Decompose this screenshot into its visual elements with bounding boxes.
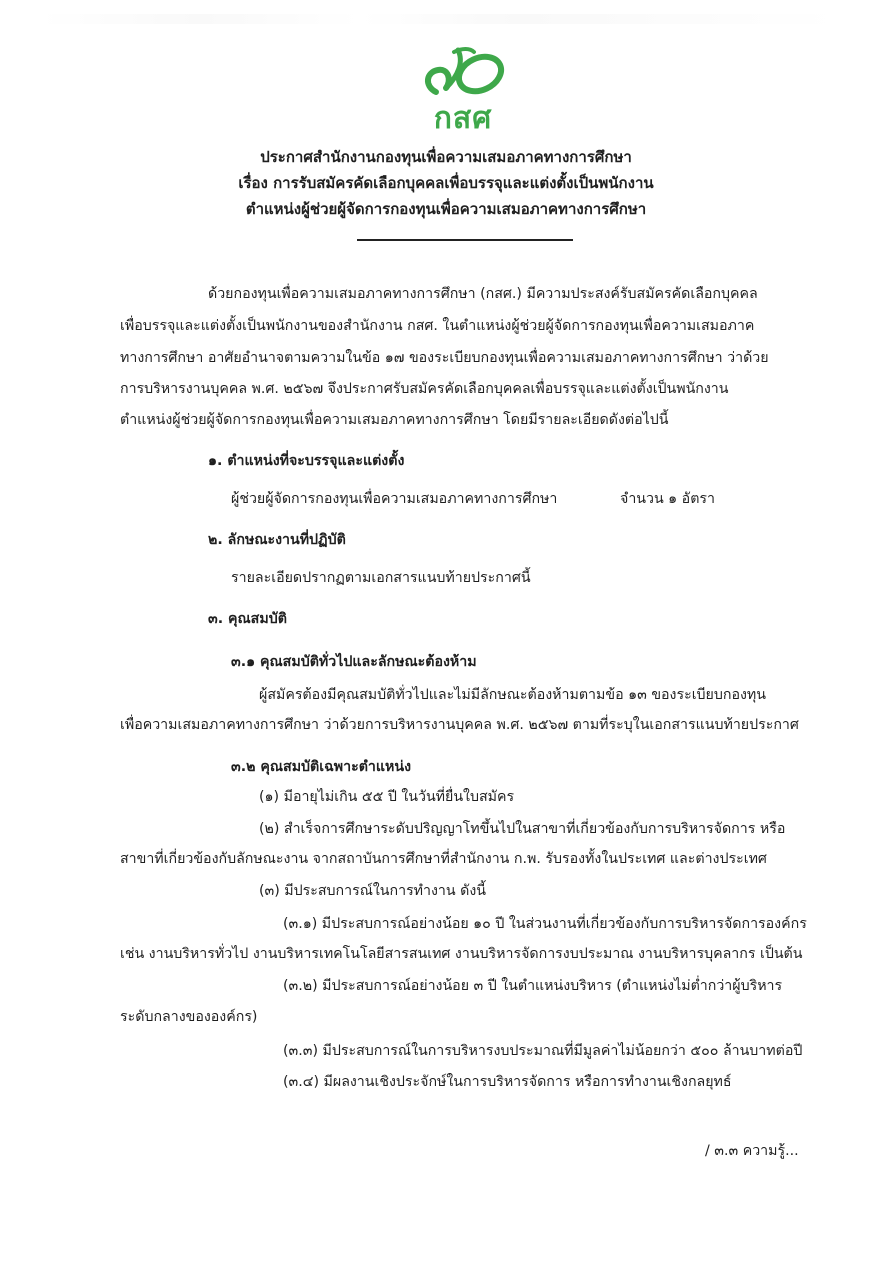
section-3-1-line: ผู้สมัครต้องมีคุณสมบัติทั่วไปและไม่มีลักษณะต้องห้ามตามข้อ ๑๓ ของระเบียบกองทุน <box>259 687 766 703</box>
section-1-heading: ๑. ตำแหน่งที่จะบรรจุและแต่งตั้ง <box>208 453 405 469</box>
section-3-1-line: เพื่อความเสมอภาคทางการศึกษา ว่าด้วยการบริหารงานบุคคล พ.ศ. ๒๕๖๗ ตามที่ระบุในเอกสารแนบท้ายประกาศ <box>120 717 799 733</box>
intro-line: ด้วยกองทุนเพื่อความเสมอภาคทางการศึกษา (กสศ.) มีความประสงค์รับสมัครคัดเลือกบุคคล <box>208 286 758 302</box>
announcement-position: ตำแหน่งผู้ช่วยผู้จัดการกองทุนเพื่อความเสมอภาคทางการศึกษา <box>245 200 647 218</box>
experience-item: ระดับกลางขององค์กร) <box>120 1009 258 1025</box>
logo-wordmark: กสศ <box>433 101 493 136</box>
announcement-subject: เรื่อง การรับสมัครคัดเลือกบุคคลเพื่อบรรจุและแต่งตั้งเป็นพนักงาน <box>238 174 654 192</box>
qualification-item: (๒) สำเร็จการศึกษาระดับปริญญาโทขึ้นไปในสาขาที่เกี่ยวข้องกับการบริหารจัดการ หรือ <box>259 821 786 837</box>
experience-item: (๓.๓) มีประสบการณ์ในการบริหารงบประมาณที่มีมูลค่าไม่น้อยกว่า ๕๐๐ ล้านบาทต่อปี <box>283 1043 803 1059</box>
section-3-2-heading: ๓.๒ คุณสมบัติเฉพาะตำแหน่ง <box>231 759 412 775</box>
qualification-item: สาขาที่เกี่ยวข้องกับลักษณะงาน จากสถาบันการศึกษาที่สำนักงาน ก.พ. รับรองทั้งในประเทศ และต่างประเทศ <box>120 851 767 867</box>
section-2-text: รายละเอียดปรากฏตามเอกสารแนบท้ายประกาศนี้ <box>231 570 531 586</box>
experience-item: (๓.๑) มีประสบการณ์อย่างน้อย ๑๐ ปี ในส่วนงานที่เกี่ยวข้องกับการบริหารจัดการองค์กร <box>283 916 807 932</box>
title-divider <box>357 239 573 241</box>
intro-line: การบริหารงานบุคคล พ.ศ. ๒๕๖๗ จึงประกาศรับสมัครคัดเลือกบุคคลเพื่อบรรจุและแต่งตั้งเป็นพนักงาน <box>120 381 729 397</box>
intro-line: ตำแหน่งผู้ช่วยผู้จัดการกองทุนเพื่อความเสมอภาคทางการศึกษา โดยมีรายละเอียดดังต่อไปนี้ <box>120 412 669 428</box>
intro-line: ทางการศึกษา อาศัยอำนาจตามความในข้อ ๑๗ ของระเบียบกองทุนเพื่อความเสมอภาคทางการศึกษา ว่าด้วย <box>120 350 769 366</box>
experience-item: (๓.๒) มีประสบการณ์อย่างน้อย ๓ ปี ในตำแหน่งบริหาร (ตำแหน่งไม่ต่ำกว่าผู้บริหาร <box>283 978 783 994</box>
section-3-1-heading: ๓.๑ คุณสมบัติทั่วไปและลักษณะต้องห้าม <box>231 654 477 670</box>
scan-artifact <box>40 14 840 24</box>
section-3-heading: ๓. คุณสมบัติ <box>208 611 287 627</box>
qualification-item: (๑) มีอายุไม่เกิน ๕๕ ปี ในวันที่ยื่นใบสมัคร <box>259 789 515 805</box>
section-1-count: จำนวน ๑ อัตรา <box>620 491 715 507</box>
experience-item: เช่น งานบริหารทั่วไป งานบริหารเทคโนโลยีสารสนเทศ งานบริหารจัดการงบประมาณ งานบริหารบุคลากร เป็นต้น <box>120 946 803 962</box>
continuation-note: / ๓.๓ ความรู้... <box>705 1143 799 1159</box>
intro-line: เพื่อบรรจุและแต่งตั้งเป็นพนักงานของสำนักงาน กสศ. ในตำแหน่งผู้ช่วยผู้จัดการกองทุนเพื่อความเสมอภาค <box>120 318 755 334</box>
qualification-item: (๓) มีประสบการณ์ในการทำงาน ดังนี้ <box>259 883 486 899</box>
section-2-heading: ๒. ลักษณะงานที่ปฏิบัติ <box>208 532 346 548</box>
experience-item: (๓.๔) มีผลงานเชิงประจักษ์ในการบริหารจัดการ หรือการทำงานเชิงกลยุทธ์ <box>283 1074 732 1090</box>
leaf-logo-icon <box>418 46 508 106</box>
announcement-title: ประกาศสำนักงานกองทุนเพื่อความเสมอภาคทางการศึกษา <box>260 148 632 166</box>
gsf-logo <box>418 46 508 138</box>
section-1-position: ผู้ช่วยผู้จัดการกองทุนเพื่อความเสมอภาคทางการศึกษา <box>231 491 558 507</box>
